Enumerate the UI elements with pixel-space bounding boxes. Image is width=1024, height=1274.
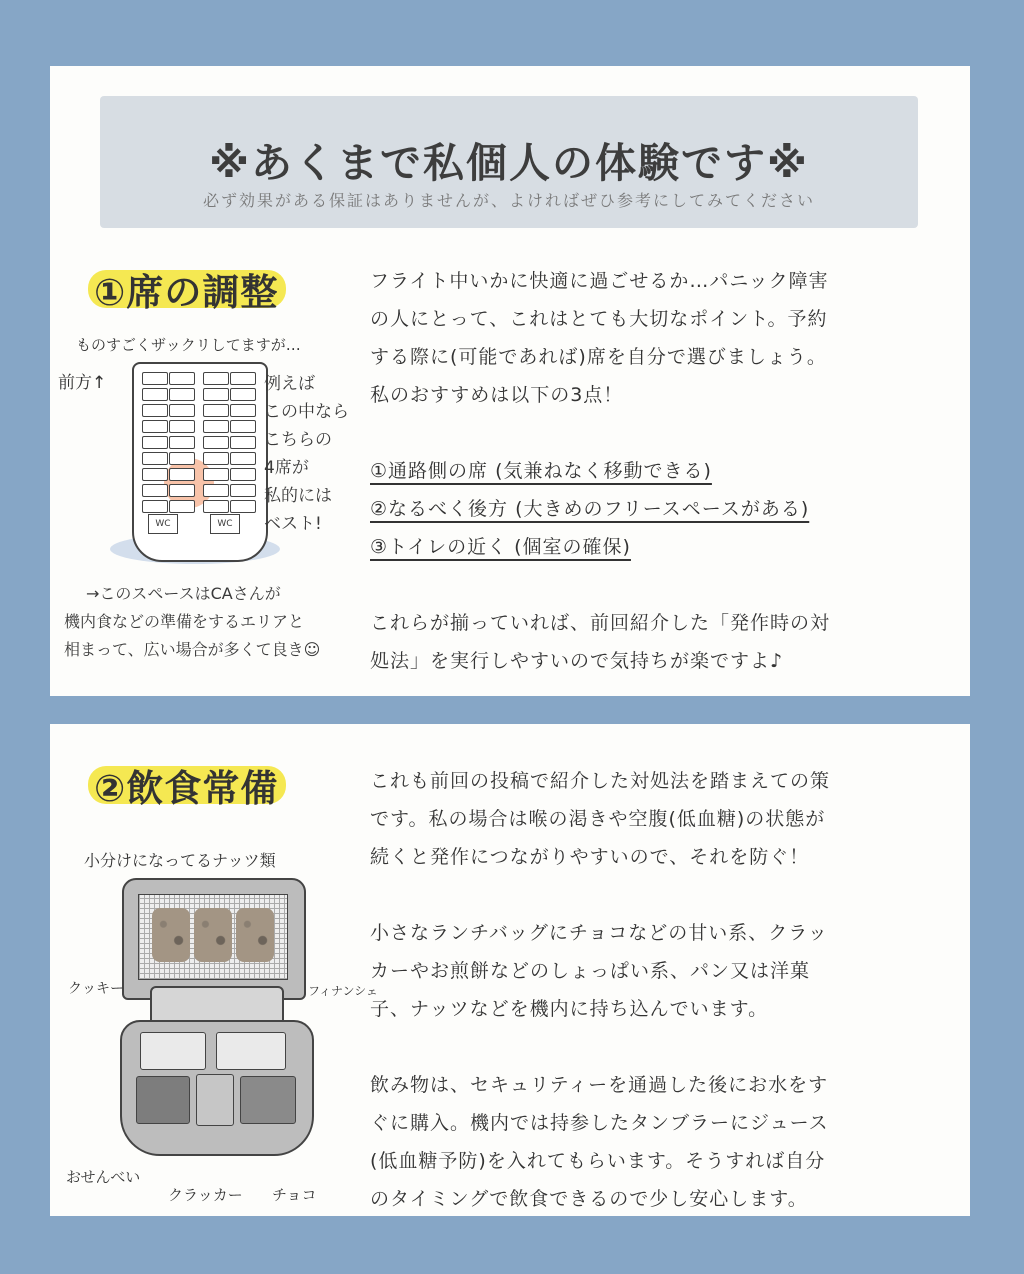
- choco-label: チョコ: [272, 1186, 317, 1204]
- seat: [203, 388, 229, 401]
- choco-pack: [240, 1076, 296, 1124]
- seat: [142, 484, 168, 497]
- disclaimer-banner: [100, 96, 918, 228]
- seat: [169, 452, 195, 465]
- point-rear: ②なるべく後方 (大きめのフリースペースがある): [370, 498, 810, 520]
- seat: [203, 436, 229, 449]
- senbei-pack: [136, 1076, 190, 1124]
- seat: [169, 468, 195, 481]
- seat: [142, 372, 168, 385]
- seat: [230, 436, 256, 449]
- seat: [169, 372, 195, 385]
- point-toilet: ③トイレの近く (個室の確保): [370, 536, 631, 558]
- seat: [169, 420, 195, 433]
- seat-side-note: 例えば この中なら こちらの 4席が 私的には ベスト!: [264, 374, 349, 534]
- seat: [230, 500, 256, 513]
- seat: [230, 452, 256, 465]
- seat-section-card: [50, 66, 970, 696]
- wc-right: WC: [210, 514, 240, 534]
- seat: [230, 468, 256, 481]
- seat: [203, 452, 229, 465]
- cookie-label: クッキー: [68, 981, 124, 997]
- nut-pack: [236, 908, 274, 962]
- seat: [230, 484, 256, 497]
- seat: [169, 484, 195, 497]
- seat: [169, 436, 195, 449]
- seat: [230, 404, 256, 417]
- cookie-pack: [140, 1032, 206, 1070]
- banner-title: ※あくまで私個人の体験です※: [209, 139, 809, 187]
- seat-top-note: ものすごくザックリしてますが…: [76, 336, 301, 354]
- senbei-label: おせんべい: [66, 1168, 141, 1186]
- seat: [203, 420, 229, 433]
- financier-label: フィナンシェ: [308, 984, 378, 998]
- seat: [142, 468, 168, 481]
- banner-subtitle: 必ず効果がある保証はありませんが、よければぜひ参考にしてみてください: [202, 191, 815, 210]
- seat: [203, 468, 229, 481]
- nut-pack: [152, 908, 190, 962]
- seat: [203, 484, 229, 497]
- nut-pack: [194, 908, 232, 962]
- section2-heading: ②飲食常備: [94, 758, 278, 812]
- section1-heading: ①席の調整: [94, 262, 278, 316]
- seat: [142, 500, 168, 513]
- seat: [203, 500, 229, 513]
- seat: [230, 420, 256, 433]
- seat: [230, 388, 256, 401]
- seat: [169, 500, 195, 513]
- seat: [142, 404, 168, 417]
- seat: [169, 404, 195, 417]
- cracker-label: クラッカー: [168, 1186, 243, 1204]
- seat: [203, 404, 229, 417]
- seat: [142, 420, 168, 433]
- cracker-pack: [196, 1074, 234, 1126]
- seat: [169, 388, 195, 401]
- seat: [142, 452, 168, 465]
- seat-bottom-note: →このスペースはCAさんが 機内食などの準備をするエリアと 相まって、広い場合が多くて良き☺: [64, 584, 321, 659]
- seat: [142, 388, 168, 401]
- financier-pack: [216, 1032, 286, 1070]
- nuts-label: 小分けになってるナッツ類: [84, 851, 276, 870]
- point-aisle: ①通路側の席 (気兼ねなく移動できる): [370, 460, 712, 482]
- seat: [230, 372, 256, 385]
- seat: [203, 372, 229, 385]
- section1-body: フライト中いかに快適に過ごせるか…パニック障害 の人にとって、これはとても大切なポイント。予約 する際に(可能であれば)席を自分で選びましょう。 私のおすすめは以下の3点！ ①通路側の席 (気兼ねなく移動できる) ②なるべく後方 (大きめのフリースペースがある) ③トイレの近く (個室の確保) これらが揃っていれば、前回紹介した「発作時の対 処法」を実行しやすいので気持ちが楽ですよ♪: [370, 270, 831, 672]
- wc-left: WC: [148, 514, 178, 534]
- front-label: 前方↑: [58, 373, 107, 393]
- seat: [142, 436, 168, 449]
- food-section-card: [50, 724, 970, 1216]
- section2-body: これも前回の投稿で紹介した対処法を踏まえての策 です。私の場合は喉の渇きや空腹(低血糖)の状態が 続くと発作につながりやすいので、それを防ぐ！ 小さなランチバッグにチョコなどの甘い系、クラッ カーやお煎餅などのしょっぱい系、パン又は洋菓 子、ナッツなどを機内に持ち込んでいます。 飲み物は、セキュリティーを通過した後にお水をす ぐに購入。機内では持参したタンブラーにジュース (低血糖予防)を入れてもらいます。そうすれば自分 のタイミングで飲食できるので少し安心します。: [370, 770, 831, 1210]
